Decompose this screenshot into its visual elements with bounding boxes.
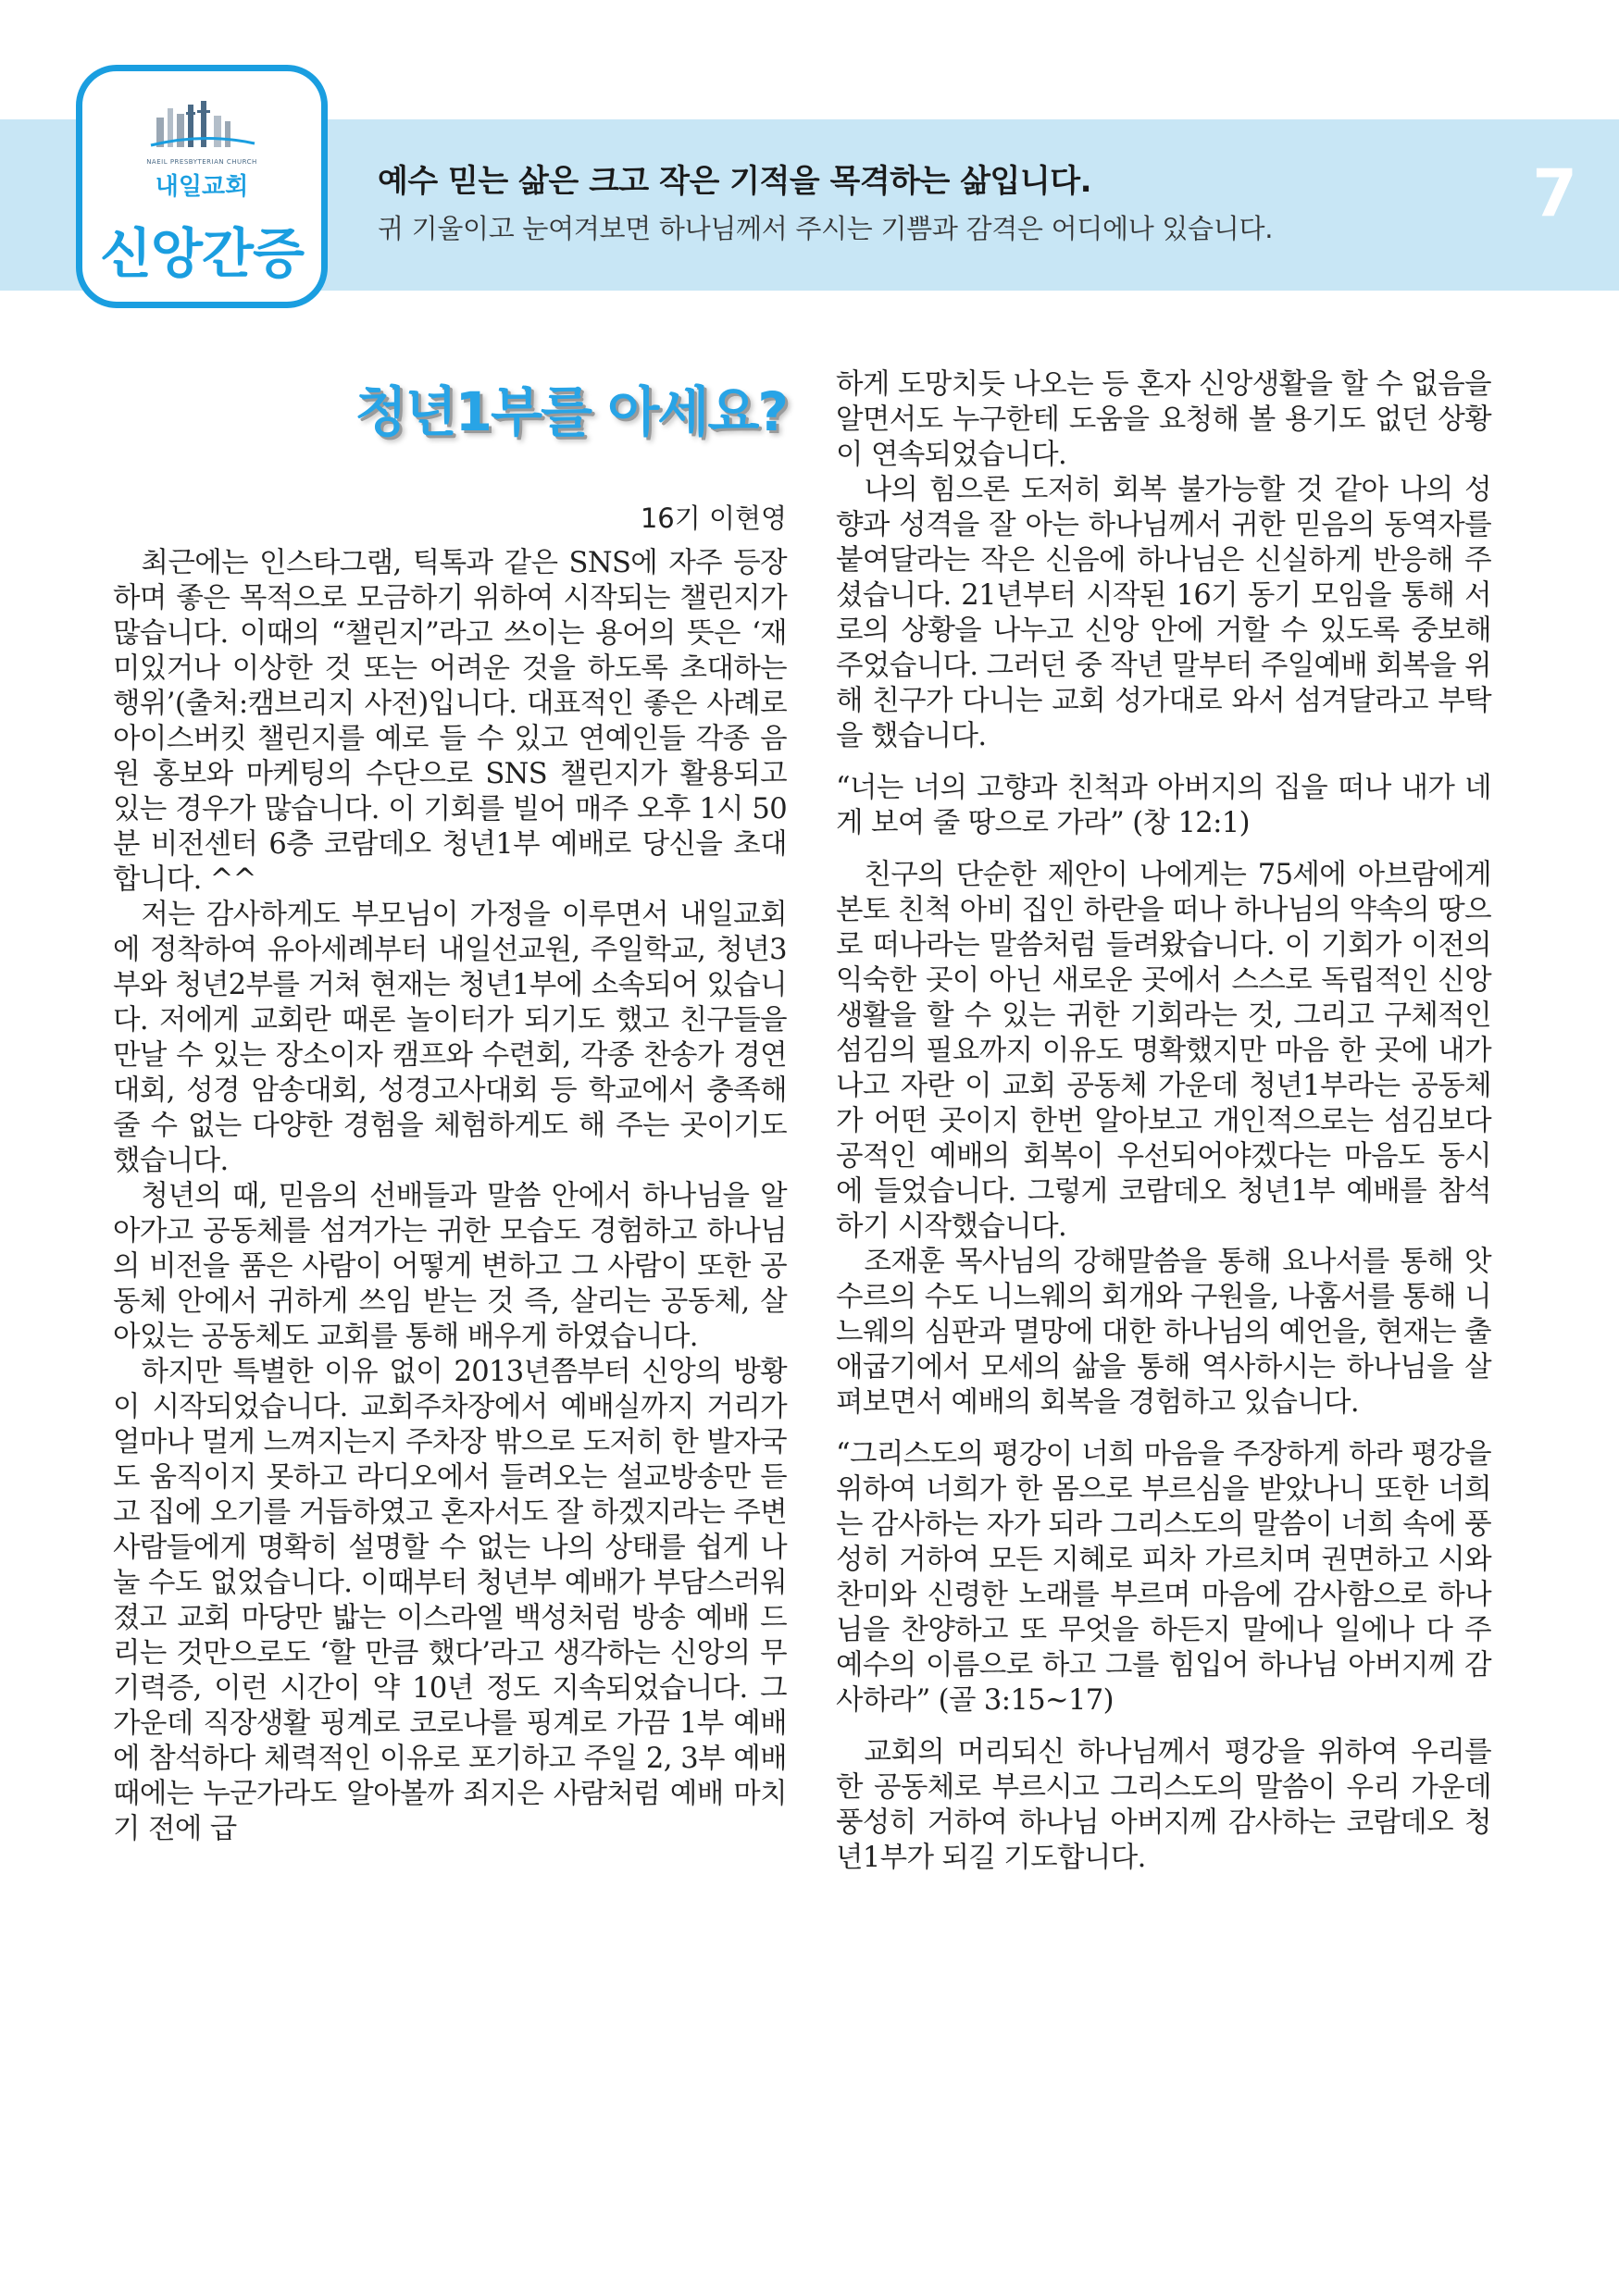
paragraph: 하지만 특별한 이유 없이 2013년쯤부터 신앙의 방황이 시작되었습니다. 교회주차장에서 예배실까지 거리가 얼마나 멀게 느껴지는지 주차장 밖으로 도저히 한 발자국도 움직이지 못하고 라디오에서 들려오는 설교방송만 듣고 집에 오기를 거듭하였고 혼자서도 잘 하겠지라는 주변 사람들에게 명확히 설명할 수 없는 나의 상태를 쉽게 나눌 수도 없었습니다. 이때부터 청년부 예배가 부담스러워졌고 교회 마당만 밟는 이스라엘 백성처럼 방송 예배 드리는 것만으로도 ‘할 만큼 했다’라고 생각하는 신앙의 무기력증, 이런 시간이 약 10년 정도 지속되었습니다. 그 가운데 직장생활 핑계로 코로나를 핑계로 가끔 1부 예배에 참석하다 체력적인 이유로 포기하고 주일 2, 3부 예배 때에는 누군가라도 알아볼까 죄지은 사람처럼 예배 마치기 전에 급 [113,1356,787,1845]
paragraph: 교회의 머리되신 하나님께서 평강을 위하여 우리를 한 공동체로 부르시고 그리스도의 말씀이 우리 가운데 풍성히 거하여 하나님 아버지께 감사하는 코람데오 청년1부가 되길 기도합니다. [836,1736,1491,1874]
page-number: 7 [1532,155,1577,231]
paragraph: 나의 힘으론 도저히 회복 불가능할 것 같아 나의 성향과 성격을 잘 아는 하나님께서 귀한 믿음의 동역자를 붙여달라는 작은 신음에 하나님은 신실하게 반응해 주셨습니다. 21년부터 시작된 16기 동기 모임을 통해 서로의 상황을 나누고 신앙 안에 거할 수 있도록 중보해 주었습니다. 그러던 중 작년 말부터 주일예배 회복을 위해 친구가 다니는 교회 성가대로 와서 섬겨달라고 부탁을 했습니다. [836,474,1491,752]
paragraph: 청년의 때, 믿음의 선배들과 말씀 안에서 하나님을 알아가고 공동체를 섬겨가는 귀한 모습도 경험하고 하나님의 비전을 품은 사람이 어떻게 변하고 그 사람이 또한 공동체 안에서 귀하게 쓰임 받는 것 즉, 살리는 공동체, 살아있는 공동체도 교회를 통해 배우게 하였습니다. [113,1180,787,1353]
church-skyline-icon [147,97,258,153]
bible-quote: “그리스도의 평강이 너희 마음을 주장하게 하라 평강을 위하여 너희가 한 몸으로 부르심을 받았나니 또한 너희는 감사하는 자가 되라 그리스도의 말씀이 너희 속에 풍성히 거하여 모든 지혜로 피차 가르치며 권면하고 시와 찬미와 신령한 노래를 부르며 마음에 감사함으로 하나님을 찬양하고 또 무엇을 하든지 말에나 일에나 다 주 예수의 이름으로 하고 그를 힘입어 하나님 아버지께 감사하라” (골 3:15~17) [836,1438,1491,1717]
header-subline: 귀 기울이고 눈여겨보면 하나님께서 주시는 기쁨과 감격은 어디에나 있습니다. [378,213,1274,244]
logo-english-text: NAEIL PRESBYTERIAN CHURCH [146,158,257,166]
paragraph: 하게 도망치듯 나오는 등 혼자 신앙생활을 할 수 없음을 알면서도 누구한테 도움을 요청해 볼 용기도 없던 상황이 연속되었습니다. [836,368,1491,471]
logo-church-name: 내일교회 [155,173,249,201]
paragraph: 최근에는 인스타그램, 틱톡과 같은 SNS에 자주 등장하며 좋은 목적으로 모금하기 위하여 시작되는 챌린지가 많습니다. 이때의 “챌린지”라고 쓰이는 용어의 뜻은 ‘재미있거나 이상한 것 또는 어려운 것을 하도록 초대하는 행위’(출처:캠브리지 사전)입니다. 대표적인 좋은 사례로 아이스버킷 챌린지를 예로 들 수 있고 연예인들 각종 음원 홍보와 마케팅의 수단으로 SNS 챌린지가 활용되고 있는 경우가 많습니다. 이 기회를 빌어 매주 오후 1시 50분 비전센터 6층 코람데오 청년1부 예배로 당신을 초대합니다. ^^ [113,547,787,896]
left-column [113,546,787,1847]
article-title: 청년1부를 아세요? [355,380,787,443]
paragraph: 저는 감사하게도 부모님이 가정을 이루면서 내일교회에 정착하여 유아세례부터 내일선교원, 주일학교, 청년3부와 청년2부를 거쳐 현재는 청년1부에 소속되어 있습니다. 저에게 교회란 때론 놀이터가 되기도 했고 친구들을 만날 수 있는 장소이자 캠프와 수련회, 각종 찬송가 경연대회, 성경 암송대회, 성경고사대회 등 학교에서 충족해 줄 수 없는 다양한 경험을 체험하게도 해 주는 곳이기도 했습니다. [113,899,787,1177]
right-column [836,367,1491,1876]
paragraph: 조재훈 목사님의 강해말씀을 통해 요나서를 통해 앗수르의 수도 니느웨의 회개와 구원을, 나훔서를 통해 니느웨의 심판과 멸망에 대한 하나님의 예언을, 현재는 출애굽기에서 모세의 삶을 통해 역사하시는 하나님을 살펴보면서 예배의 회복을 경험하고 있습니다. [836,1246,1491,1419]
bible-quote: “너는 너의 고향과 친척과 아버지의 집을 떠나 내가 네게 보여 줄 땅으로 가라” (창 12:1) [836,772,1491,839]
article-byline: 16기 이현영 [640,503,787,534]
church-logo-badge [76,65,328,308]
paragraph: 친구의 단순한 제안이 나에게는 75세에 아브람에게 본토 친척 아비 집인 하란을 떠나 하나님의 약속의 땅으로 떠나라는 말씀처럼 들려왔습니다. 이 기회가 이전의 익숙한 곳이 아닌 새로운 곳에서 스스로 독립적인 신앙생활을 할 수 있는 귀한 기회라는 것, 그리고 구체적인 섬김의 필요까지 이유도 명확했지만 마음 한 곳에 내가 나고 자란 이 교회 공동체 가운데 청년1부라는 공동체가 어떤 곳이지 한번 알아보고 개인적으로는 섬김보다 공적인 예배의 회복이 우선되어야겠다는 마음도 동시에 들었습니다. 그렇게 코람데오 청년1부 예배를 참석하기 시작했습니다. [836,859,1491,1243]
section-title: 신앙간증 [99,222,305,285]
header-tagline: 예수 믿는 삶은 크고 작은 기적을 목격하는 삶입니다. [378,163,1091,200]
